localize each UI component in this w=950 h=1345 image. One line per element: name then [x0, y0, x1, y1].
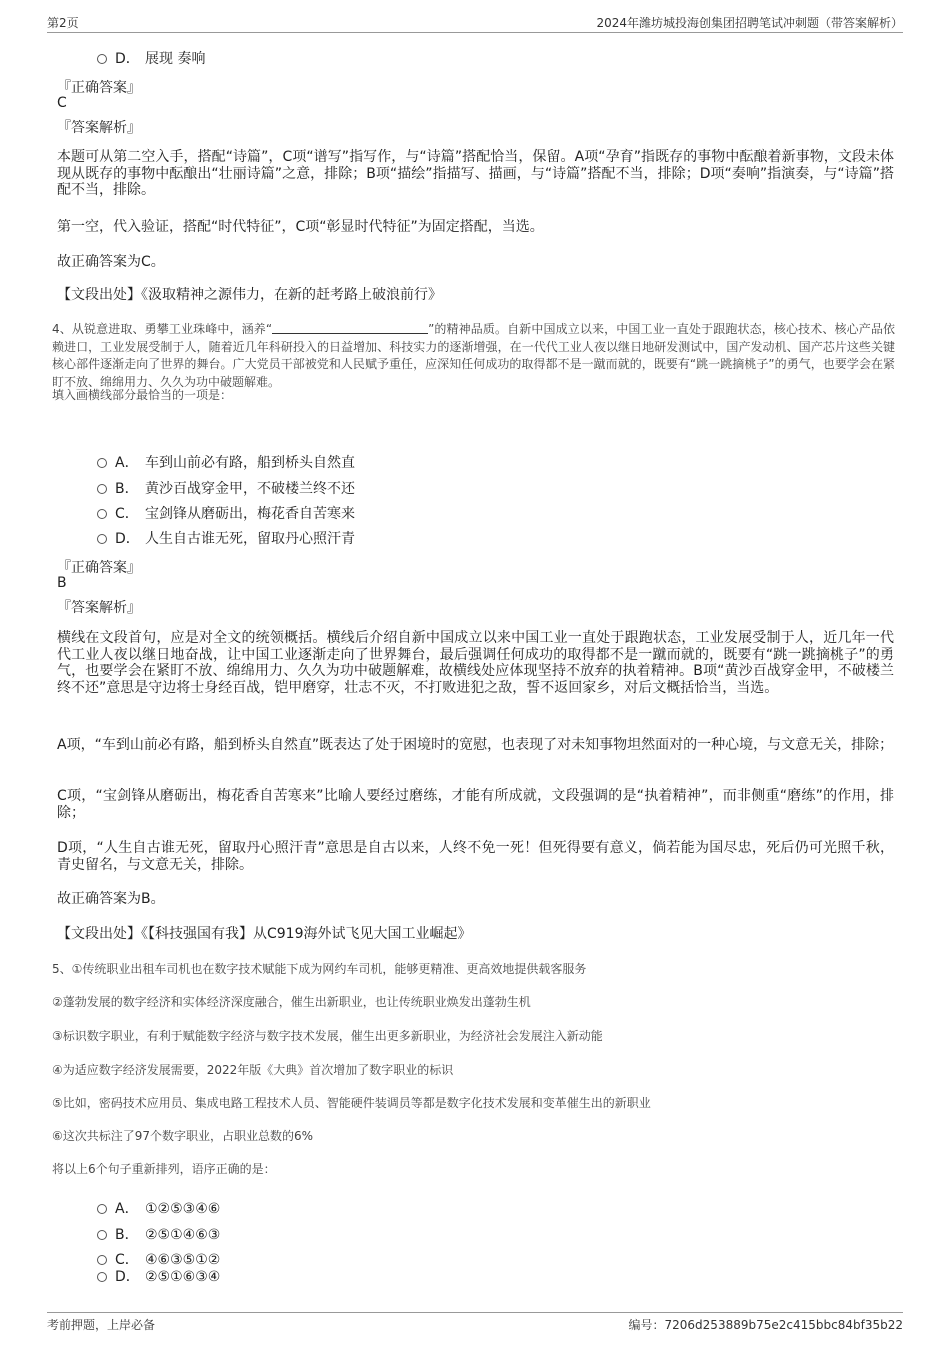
page-header [47, 14, 903, 33]
radio-icon[interactable] [97, 1230, 107, 1240]
radio-icon[interactable] [97, 509, 107, 519]
q3-analysis-2: 第一空，代入验证，搭配“时代特征”，C项“彰显时代特征”为固定搭配，当选。 [57, 219, 544, 235]
q5-option-c[interactable]: C． ④⑥③⑤①② [97, 1249, 220, 1269]
q4-source: 【文段出处】《【科技强国有我】从C919海外试飞见大国工业崛起》 [57, 926, 472, 942]
q4-answer: B [57, 575, 67, 591]
q5-option-d[interactable]: D． ②⑤①⑥③④ [97, 1266, 220, 1286]
q3-answer: C [57, 95, 67, 111]
q3-analysis-3: 故正确答案为C。 [57, 254, 165, 270]
q5-option-a[interactable]: A． ①②⑤③④⑥ [97, 1198, 220, 1218]
q4-answer-label: 『正确答案』 [57, 560, 141, 576]
q4-option-b[interactable]: B． 黄沙百战穿金甲，不破楼兰终不还 [97, 478, 355, 498]
radio-icon[interactable] [97, 1255, 107, 1265]
q4-analysis-label: 『答案解析』 [57, 600, 141, 616]
document-id: 编号：7206d253889b75e2c415bbc84bf35b22 [628, 1318, 903, 1332]
q4-analysis-1: 横线在文段首句，应是对全文的统领概括。横线后介绍自新中国成立以来中国工业一直处于跟跑状态，工业发展受制于人，近几年一代代工业人夜以继日地奋战，让中国工业逐渐走向了世界舞台，最后强调任何成功的取得都不是一蹴而就的，既要有“跳一跳摘桃子”的勇气，也要学会在紧盯不放、绵绵用力、久久为功中破题解难，故横线处应体现坚持不放弃的执着精神。B项“黄沙百战穿金甲，不破楼兰终不还”意思是守边将士身经百战，铠甲磨穿，壮志不灭，不打败进犯之敌，誓不返回家乡，对后文概括恰当，当选。 [57, 630, 894, 696]
footer-slogan: 考前押题，上岸必备 [47, 1318, 156, 1332]
q4-stem: 4、从锐意进取、勇攀工业珠峰中，涵养“ ”的精神品质。自新中国成立以来，中国工业一直处于跟跑状态，核心技术、核心产品依赖进口，工业发展受制于人，随着近几年科研投入的日益增加、科技实力的逐渐增强，在一代代工业人夜以继日地研发测试中，国产发动机、国产芯片这些关键核心部件逐渐走向了世界的舞台。广大党员干部被党和人民赋予重任，应深知任何成功的取得都不是一蹴而就的，既要有“跳一跳摘桃子”的勇气，也要学会在紧盯不放、绵绵用力、久久为功中破题解难。 [52, 322, 895, 389]
q4-analysis-4: D项，“人生自古谁无死，留取丹心照汗青”意思是自古以来，人终不免一死！但死得要有意义，倘若能为国尽忠，死后仍可光照千秋，青史留名，与文意无关，排除。 [57, 840, 894, 873]
q4-analysis-3: C项，“宝剑锋从磨砺出，梅花香自苦寒来”比喻人要经过磨练，才能有所成就，文段强调的是“执着精神”，而非侧重“磨练”的作用，排除； [57, 788, 894, 821]
answer-blank [272, 321, 428, 334]
radio-icon[interactable] [97, 54, 107, 64]
q3-analysis-1: 本题可从第二空入手，搭配“诗篇”，C项“谱写”指写作，与“诗篇”搭配恰当，保留。A项“孕育”指既存的事物中酝酿着新事物，文段未体现从既存的事物中酝酿出“壮丽诗篇”之意，排除；B项“描绘”指描写、描画，与“诗篇”搭配不当，排除；D项“奏响”指演奏，与“诗篇”搭配不当，排除。 [57, 149, 894, 198]
radio-icon[interactable] [97, 1204, 107, 1214]
page-number: 第2页 [47, 16, 79, 30]
q4-analysis-2: A项，“车到山前必有路，船到桥头自然直”既表达了处于困境时的宽慰，也表现了对未知事物坦然面对的一种心境，与文意无关，排除； [57, 737, 894, 753]
q5-sentence-1: 5、①传统职业出租车司机也在数字技术赋能下成为网约车司机，能够更精准、更高效地提供载客服务 [52, 962, 587, 976]
q5-prompt: 将以上6个句子重新排列，语序正确的是： [52, 1162, 276, 1176]
page-footer [47, 1312, 903, 1336]
radio-icon[interactable] [97, 458, 107, 468]
q4-option-c[interactable]: C． 宝剑锋从磨砺出，梅花香自苦寒来 [97, 503, 355, 523]
q4-option-d[interactable]: D． 人生自古谁无死，留取丹心照汗青 [97, 528, 355, 548]
q5-sentence-3: ③标识数字职业，有利于赋能数字经济与数字技术发展，催生出更多新职业，为经济社会发展注入新动能 [52, 1029, 603, 1043]
q3-answer-label: 『正确答案』 [57, 80, 141, 96]
q5-sentence-6: ⑥这次共标注了97个数字职业，占职业总数的6% [52, 1129, 314, 1143]
q3-option-d[interactable]: D． 展现 奏响 [97, 48, 205, 68]
q5-sentence-5: ⑤比如，密码技术应用员、集成电路工程技术人员、智能硬件装调员等都是数字化技术发展和变革催生出的新职业 [52, 1096, 651, 1110]
radio-icon[interactable] [97, 484, 107, 494]
q4-option-a[interactable]: A． 车到山前必有路，船到桥头自然直 [97, 452, 355, 472]
q3-analysis-label: 『答案解析』 [57, 120, 141, 136]
radio-icon[interactable] [97, 534, 107, 544]
q5-sentence-2: ②蓬勃发展的数字经济和实体经济深度融合，催生出新职业，也让传统职业焕发出蓬勃生机 [52, 995, 531, 1009]
q4-analysis-5: 故正确答案为B。 [57, 891, 165, 907]
q3-source: 【文段出处】《汲取精神之源伟力，在新的赶考路上破浪前行》 [57, 287, 442, 303]
radio-icon[interactable] [97, 1272, 107, 1282]
q5-option-b[interactable]: B． ②⑤①④⑥③ [97, 1224, 220, 1244]
document-title: 2024年潍坊城投海创集团招聘笔试冲刺题（带答案解析） [596, 16, 903, 30]
q5-sentence-4: ④为适应数字经济发展需要，2022年版《大典》首次增加了数字职业的标识 [52, 1063, 454, 1077]
q4-prompt: 填入画横线部分最恰当的一项是： [52, 388, 233, 402]
